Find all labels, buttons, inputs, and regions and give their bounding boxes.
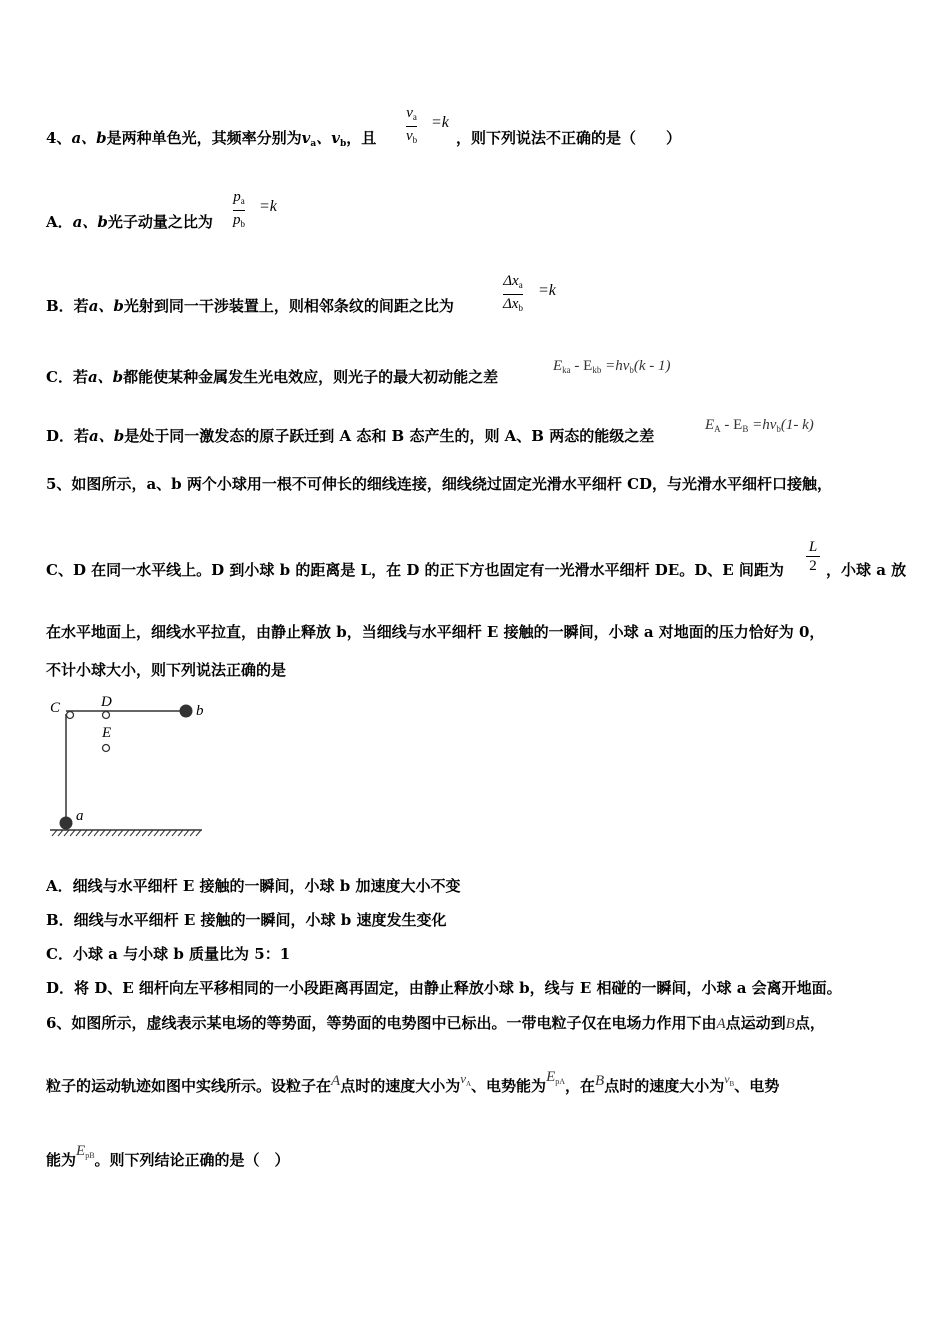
q5-peg-d [103,712,110,719]
q4-d-e: E [705,417,715,433]
q4-c-b: b [629,365,634,375]
q4-a-den: p [233,212,241,228]
q4-d-minus: - E [720,417,743,433]
q4-ratio-den: v [406,128,413,144]
q6-l2-point-a: A [331,1073,341,1089]
q4-c-hv: =hv [601,358,630,374]
q4-d-b: b [776,424,781,434]
q4-c-formula [553,356,671,380]
q4-c-e: E [553,358,563,374]
q6-epa [546,1069,565,1085]
q4-b-label: B．若 [46,297,89,315]
q5-ground-hatch [52,830,201,836]
q6-epa-e: E [546,1069,556,1085]
q5-option-d: D．将 D、E 细杆向左平移相同的一小段距离再固定，由静止释放小球 b，线与 E 相碰的一瞬间，小球 a 会离开地面。 [46,979,842,997]
q4-option-c [46,367,498,387]
q6-point-b: B [785,1016,795,1032]
q6-va [460,1071,471,1086]
q4-vb: 、v [316,129,340,147]
q5-line3: 在水平地面上，细线水平拉直，由静止释放 b，当细线与水平细杆 E 接触的一瞬间，小球 a 对地面的压力恰好为 0， [46,623,825,641]
q6-l2f: 、电势 [734,1077,780,1095]
q4-c-label: C．若 [46,368,88,386]
q6-l3a: 能为 [46,1151,77,1169]
q4-a-num: p [233,189,241,205]
q5-label-b: b [196,703,204,719]
q4-c-kb: kb [592,365,602,375]
q4-a-label: A． [46,213,73,231]
q4-b-num: Δx [503,273,519,289]
q4-c-ka: ka [562,365,571,375]
q4-ratio-num: v [406,105,413,121]
q4-c-minus: - E [570,358,593,374]
q6-l2-point-b: B [595,1073,605,1089]
q6-epa-sub: pA [555,1077,566,1086]
q6-l3b: 。则下列结论正确的是（ ） [94,1151,290,1169]
q4-a-eq: =k [259,198,277,215]
q4-option-a [46,212,213,232]
q5-fraction [806,538,820,575]
q4-d-b-sub: B [742,424,749,434]
q4-b-text: 光射到同一干涉装置上，则相邻条纹的间距之比为 [123,297,454,315]
q6-l2e: 点时的速度大小为 [604,1077,725,1095]
q5-line1: 5、如图所示，a、b 两个小球用一根不可伸长的细线连接，细线绕过固定光滑水平细杆 CD，与光滑水平细杆口接触， [46,475,833,493]
q6-point-a: A [716,1016,726,1032]
q6-l1b: 点运动到 [725,1014,786,1032]
q4-option-b [46,296,454,316]
q5-option-b: B．细线与水平细杆 E 接触的一瞬间，小球 b 速度发生变化 [46,911,447,929]
q5-line4: 不计小球大小，则下列说法正确的是 [46,661,287,679]
q4-stem-end: ，则下列说法不正确的是（ ） [456,129,682,147]
q4-stem [46,128,376,154]
q4-a-den-sub: b [240,219,245,229]
q4-qie: ，且 [346,129,377,147]
q4-b-den: Δx [503,296,519,312]
q4-c-k1: (k - 1) [633,358,671,374]
q6-l2d: ，在 [565,1077,596,1095]
q4-b-num-sub: a [518,280,523,290]
q5-label-c: C [50,700,61,716]
q4-vb-sub: b [339,139,347,149]
q6-l2a: 粒子的运动轨迹如图中实线所示。设粒子在 [46,1077,332,1095]
q4-d-ab: a、b [89,427,125,445]
q6-l1a: 6、如图所示，虚线表示某电场的等势面，等势面的电势图中已标出。一带电粒子仅在电场力作用下由 [46,1014,717,1032]
q4-stem-text: 是两种单色光，其频率分别为 [106,129,302,147]
q4-number: 4、 [46,129,72,147]
q4-ab: a、b [71,129,107,147]
q6-line3 [46,1143,290,1176]
q4-ratio-fraction [406,104,417,149]
q6-vb [724,1072,734,1086]
q5-peg-c [67,712,74,719]
q4-option-d [46,426,654,446]
q6-vb-v: v [724,1072,730,1086]
q5-label-e: E [102,725,112,741]
q6-l1c: 点， [794,1014,825,1032]
q4-d-a: A [714,424,721,434]
q4-b-fraction [503,272,523,317]
q4-b-eq: =k [538,282,556,299]
q5-ball-a [60,817,73,830]
q5-frac-num: L [808,539,818,555]
q4-d-label: D．若 [46,427,90,445]
q6-l2b: 点时的速度大小为 [340,1077,461,1095]
q5-option-c: C．小球 a 与小球 b 质量比为 5：1 [46,945,291,963]
q5-line2a: C、D 在同一水平线上。D 到小球 b 的距离是 L，在 D 的正下方也固定有一光滑水平细杆 DE。D、E 间距为 [46,561,784,579]
q4-d-text: 是处于同一激发态的原子跃迁到 A 态和 B 态产生的，则 A、B 两态的能级之差 [124,427,655,445]
q4-d-hv: =hv [748,417,777,433]
q6-epb [76,1143,95,1159]
q4-b-den-sub: b [518,303,523,313]
q4-d-formula [705,415,814,439]
q4-a-fraction [233,188,245,233]
q5-line2b: ，小球 a 放 [826,561,907,579]
q5-label-a: a [76,808,84,824]
q4-ratio-den-sub: b [412,135,418,145]
q5-label-d: D [101,694,112,710]
q4-c-ab: a、b [87,368,124,386]
q4-a-ab: a、b [72,213,108,231]
q6-epb-e: E [76,1143,86,1159]
q6-va-sub: A [465,1080,472,1088]
q5-figure [40,692,210,842]
q5-frac-den: 2 [809,558,817,574]
q4-ratio-num-sub: a [412,112,417,122]
q4-c-text: 都能使某种金属发生光电效应，则光子的最大初动能之差 [123,368,499,386]
q5-option-a: A．细线与水平细杆 E 接触的一瞬间，小球 b 加速度大小不变 [46,877,461,895]
q4-a-text: 光子动量之比为 [107,213,213,231]
q6-va-v: v [460,1071,466,1086]
q4-b-ab: a、b [88,297,124,315]
q5-ball-b [180,705,193,718]
q4-d-1k: (1- k) [780,417,814,433]
q6-vb-sub: B [729,1080,735,1088]
q4-va-sub: a [310,139,317,149]
q5-peg-e [103,745,110,752]
q4-a-num-sub: a [240,196,245,206]
q4-ratio-eq: =k [431,114,449,131]
q6-l2c: 、电势能为 [471,1077,547,1095]
q6-line1 [46,1013,825,1034]
q6-epb-sub: pB [85,1151,95,1160]
q4-va: v [301,129,311,147]
q6-line2 [46,1069,780,1102]
